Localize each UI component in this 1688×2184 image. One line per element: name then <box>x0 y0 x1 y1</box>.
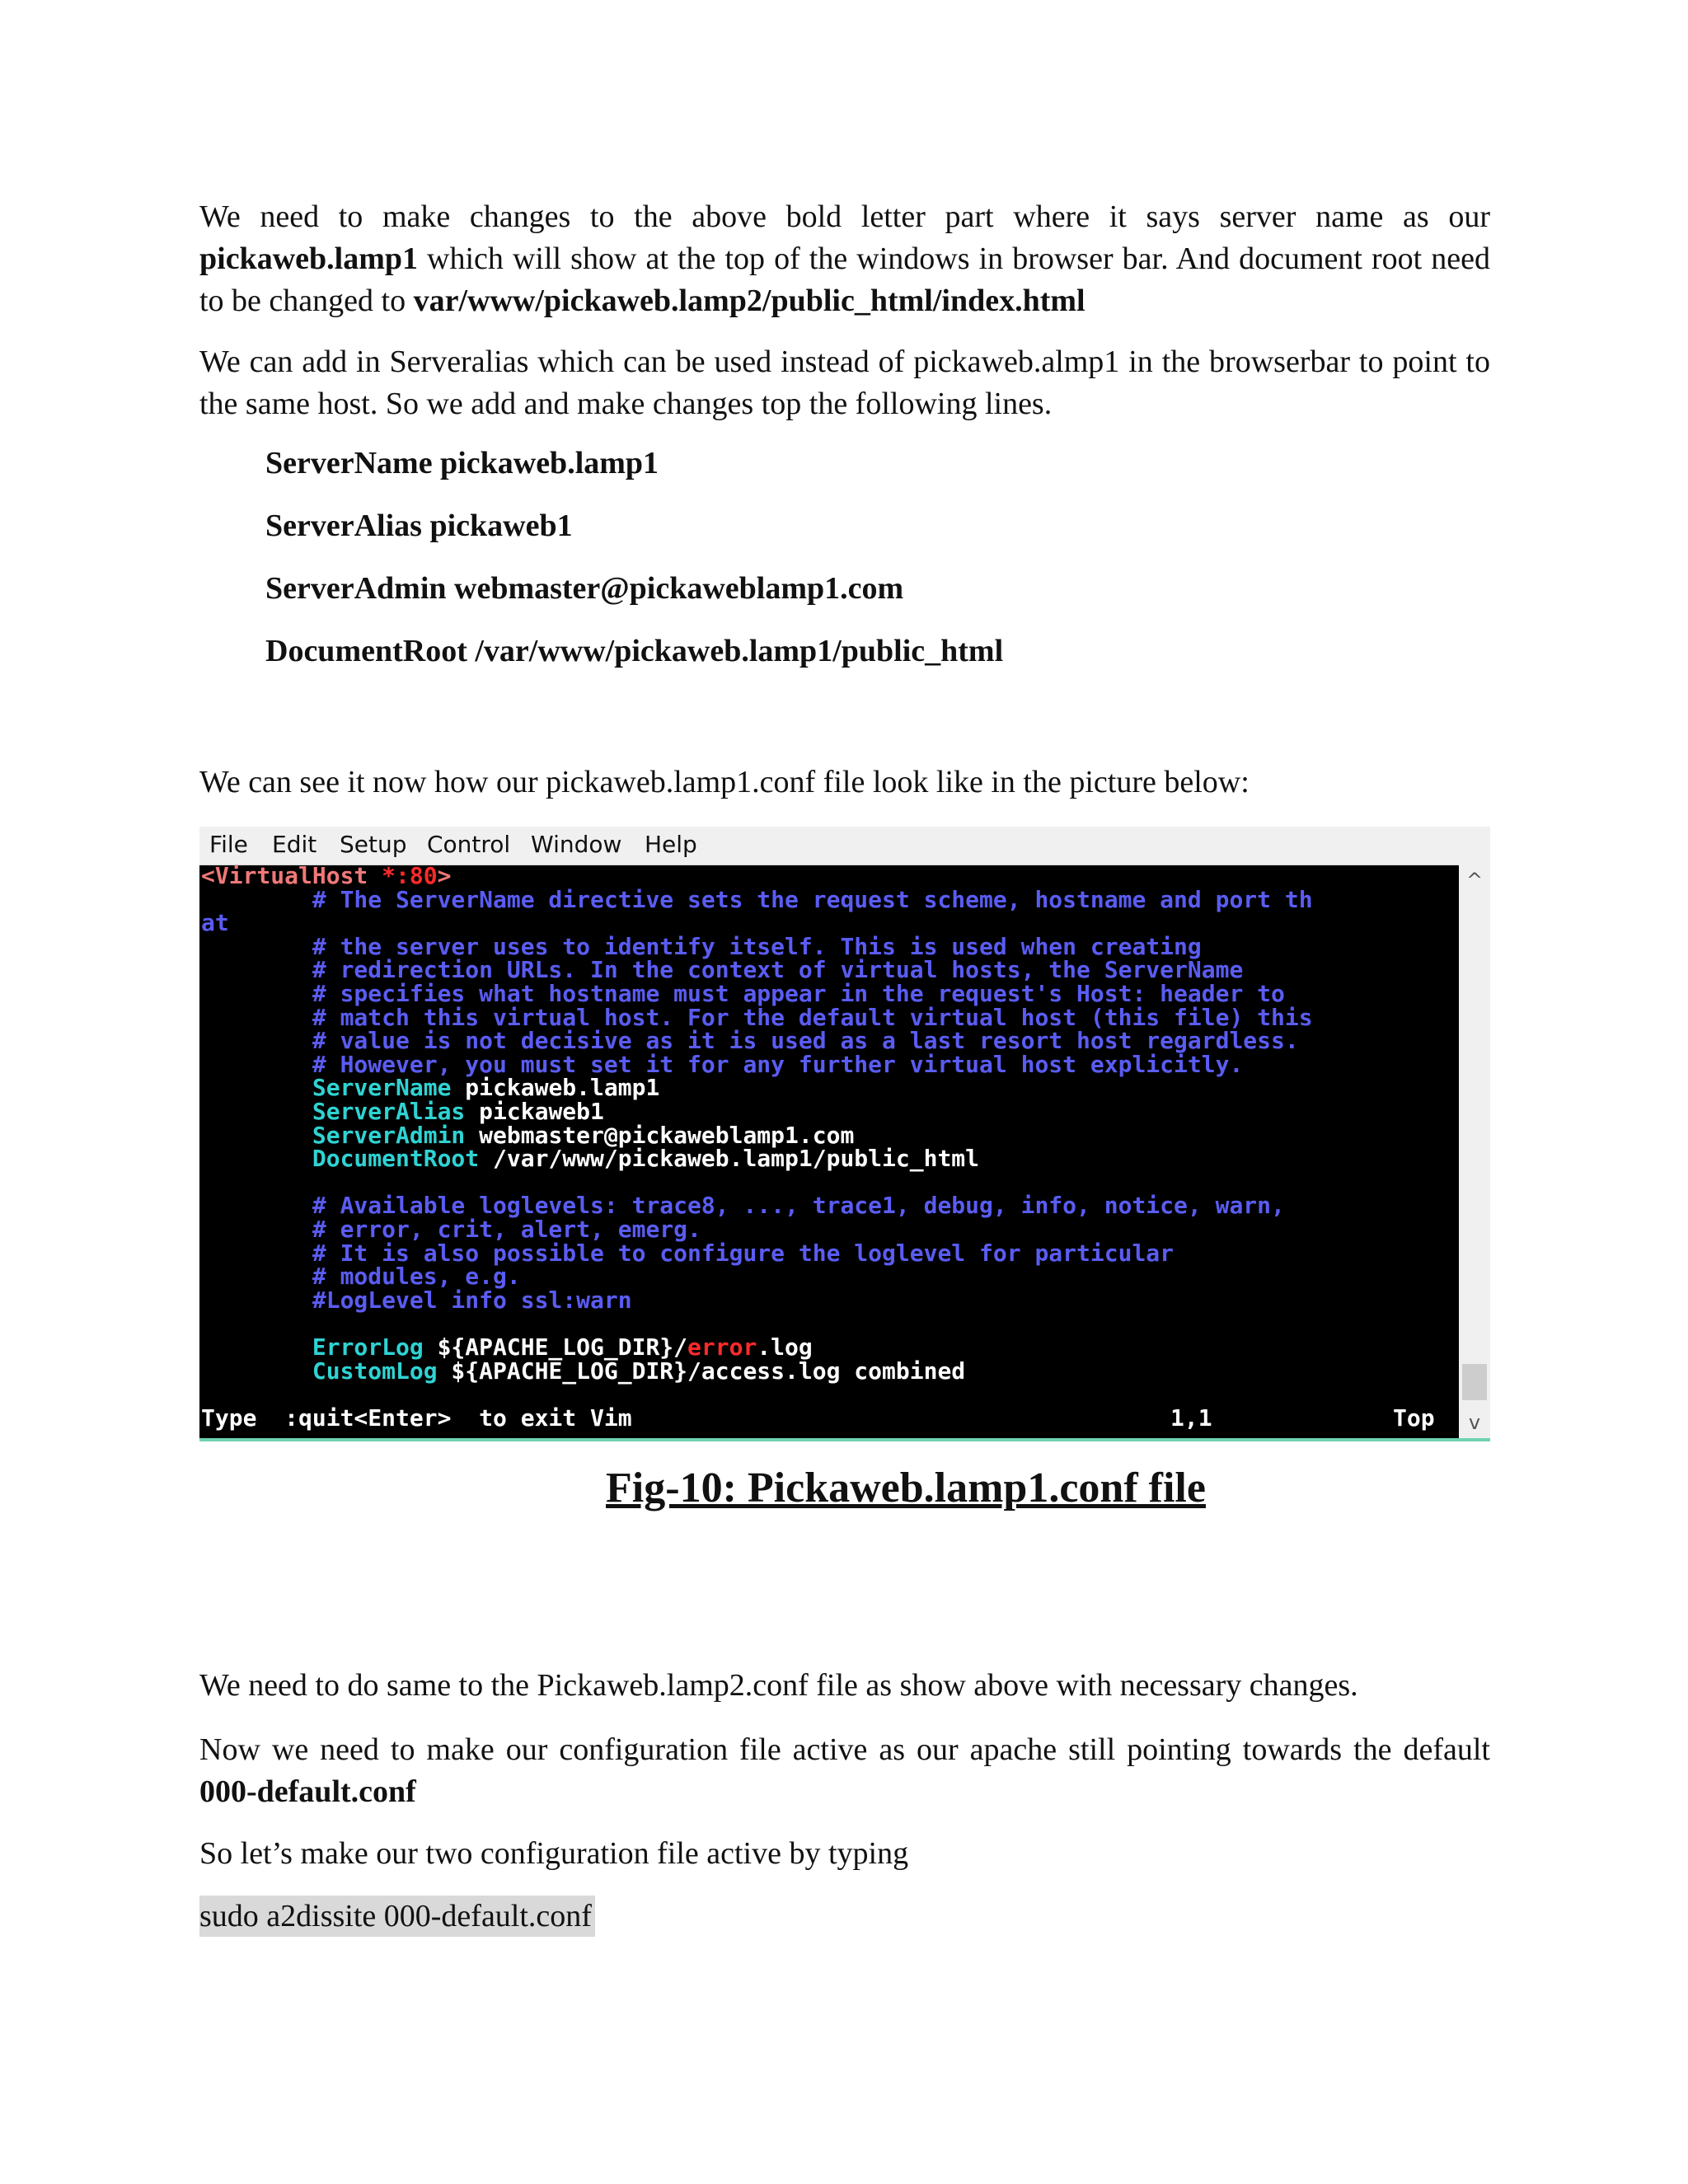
directive-line-serveradmin <box>201 1121 855 1149</box>
loglevel-comment-line: # Available loglevels: trace8, ..., trace1, debug, info, notice, warn, <box>201 1192 1285 1220</box>
scrollbar-thumb[interactable] <box>1462 1364 1487 1400</box>
terminal-scrollbar[interactable] <box>1459 865 1490 1438</box>
menu-help[interactable]: Help <box>645 831 697 858</box>
menu-control[interactable]: Control <box>427 831 511 858</box>
menu-edit[interactable]: Edit <box>272 831 317 858</box>
config-line-serveralias: ServerAlias pickaweb1 <box>265 509 573 543</box>
config-line-serveradmin: ServerAdmin webmaster@pickaweblamp1.com <box>265 571 904 606</box>
vhost-open-bracket: > <box>437 865 452 889</box>
directive-value: /var/www/pickaweb.lamp1/public_html <box>479 1145 980 1173</box>
menu-setup[interactable]: Setup <box>340 831 407 858</box>
vim-status-message: Type :quit<Enter> to exit Vim <box>201 1404 632 1432</box>
customlog-key: CustomLog <box>312 1357 438 1385</box>
vim-scroll-position: Top <box>1393 1404 1435 1432</box>
directive-key: DocumentRoot <box>312 1145 480 1173</box>
vim-editor-screen[interactable] <box>199 865 1459 1438</box>
paragraph-lamp2: We need to do same to the Pickaweb.lamp2.conf file as show above with necessary changes. <box>199 1668 1358 1703</box>
comment-line: # value is not decisive as it is used as a last resort host regardless. <box>201 1027 1299 1055</box>
directive-value: pickaweb1 <box>465 1098 604 1125</box>
config-line-documentroot: DocumentRoot /var/www/pickaweb.lamp1/public_html <box>265 634 1004 668</box>
loglevel-comment-line: #LogLevel info ssl:warn <box>201 1286 632 1314</box>
paragraph-typing: So let’s make our two configuration file active by typing <box>199 1836 909 1871</box>
menu-file[interactable]: File <box>209 831 248 858</box>
para1-bold-servername: pickaweb.lamp1 <box>199 241 418 276</box>
para5-bold-default-conf: 000-default.conf <box>199 1774 416 1809</box>
directive-value: webmaster@pickaweblamp1.com <box>465 1121 855 1149</box>
errorlog-extension: .log <box>757 1333 813 1361</box>
customlog-line <box>201 1357 966 1385</box>
comment-line: at <box>201 909 229 937</box>
terminal-screenshot <box>199 827 1490 1441</box>
comment-line: # specifies what hostname must appear in the request's Host: header to <box>201 980 1285 1007</box>
vhost-open-tag: <VirtualHost <box>201 865 368 889</box>
paragraph-activate <box>199 1729 1490 1813</box>
figure-caption-text: Fig-10: Pickaweb.lamp1.conf file <box>606 1465 1206 1511</box>
para1-text-1: We need to make changes to the above bold letter part where it says server name as our <box>199 199 1490 234</box>
comment-line: # redirection URLs. In the context of virtual hosts, the ServerName <box>201 956 1244 984</box>
scroll-down-arrow-icon[interactable]: v <box>1468 1411 1481 1434</box>
comment-line: # However, you must set it for any further virtual host explicitly. <box>201 1050 1244 1078</box>
errorlog-path: ${APACHE_LOG_DIR}/ <box>423 1333 688 1361</box>
loglevel-comment-line: # modules, e.g. <box>201 1263 521 1291</box>
paragraph-serveralias: We can add in Serveralias which can be used instead of pickaweb.almp1 in the browserbar to point to the same host. So we add and make changes top the following lines. <box>199 344 1490 421</box>
directive-line-serveralias <box>201 1100 604 1124</box>
scroll-up-arrow-icon[interactable]: ^ <box>1465 869 1484 892</box>
errorlog-error-word: error <box>687 1333 757 1361</box>
customlog-value: ${APACHE_LOG_DIR}/access.log combined <box>437 1357 966 1385</box>
directive-key: ServerAlias <box>312 1098 466 1125</box>
figure-caption <box>0 1462 1688 1515</box>
errorlog-key: ErrorLog <box>312 1333 424 1361</box>
comment-line: # the server uses to identify itself. This is used when creating <box>201 932 1202 960</box>
vhost-open-port: *:80 <box>368 865 438 889</box>
vhost-open-line <box>201 865 451 888</box>
directive-key: ServerAdmin <box>312 1121 466 1149</box>
menu-window[interactable]: Window <box>531 831 622 858</box>
terminal-menubar <box>199 827 1490 865</box>
loglevel-comment-line: # error, crit, alert, emerg. <box>201 1216 701 1243</box>
directive-key: ServerName <box>312 1074 452 1102</box>
para1-text-2: which will show at the top of the windows in browser bar. And document root need to be changed to <box>199 241 1490 318</box>
errorlog-line <box>201 1333 813 1361</box>
directive-value: pickaweb.lamp1 <box>451 1074 660 1102</box>
command-snippet: sudo a2dissite 000-default.conf <box>199 1896 595 1937</box>
directive-line-servername <box>201 1076 659 1100</box>
paragraph-picture-intro: We can see it now how our pickaweb.lamp1.conf file look like in the picture below: <box>199 765 1250 799</box>
paragraph-server-name <box>199 196 1490 322</box>
config-line-servername: ServerName pickaweb.lamp1 <box>265 446 659 480</box>
comment-line: # The ServerName directive sets the request scheme, hostname and port th <box>201 885 1313 913</box>
para5-text: Now we need to make our configuration file active as our apache still pointing towards the default <box>199 1732 1490 1767</box>
vim-cursor-position: 1,1 <box>1170 1404 1212 1432</box>
para1-bold-docroot: var/www/pickaweb.lamp2/public_html/index.html <box>413 284 1085 318</box>
directive-line-documentroot <box>201 1147 979 1171</box>
comment-line: # match this virtual host. For the default virtual host (this file) this <box>201 1003 1313 1031</box>
loglevel-comment-line: # It is also possible to configure the loglevel for particular <box>201 1239 1175 1267</box>
